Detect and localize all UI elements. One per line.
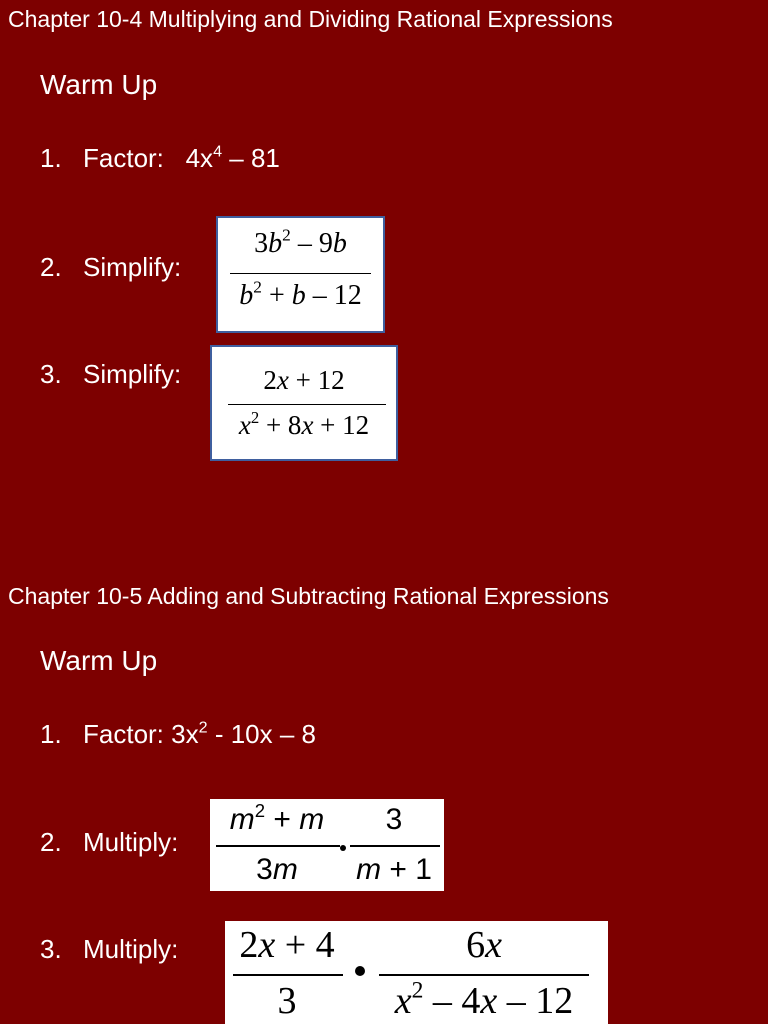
item-label: Factor: <box>83 719 164 749</box>
fraction-bar <box>379 974 589 976</box>
fraction-bar <box>228 404 386 405</box>
factor-expression: $4x^4 - 81$ <box>185 142 280 173</box>
item-number: 3. <box>40 934 62 964</box>
fraction-bar <box>350 845 440 847</box>
fraction-bar <box>216 845 340 847</box>
fraction-denominator: m + 1 <box>356 853 432 886</box>
fraction-denominator: $x^2 + 8x + 12$ <box>238 408 370 440</box>
product-box-2 <box>225 921 608 1024</box>
fraction-box-2 <box>210 345 398 461</box>
item-number: 1. <box>40 143 62 173</box>
fraction-numerator: 2x + 12 <box>263 365 345 395</box>
item-number: 1. <box>40 719 62 749</box>
item-number: 2. <box>40 252 62 282</box>
product-box-1 <box>210 799 444 891</box>
fraction-denominator: 3m <box>256 853 298 886</box>
fraction-box-1 <box>216 216 385 333</box>
item-label: Simplify: <box>83 252 182 282</box>
section2-item-3 <box>40 934 178 965</box>
fraction-numerator: 3 <box>385 803 403 836</box>
multiply-dot <box>340 845 346 851</box>
item-label: Simplify: <box>83 359 182 389</box>
item-label: Multiply: <box>83 827 179 857</box>
fraction-denominator: 3 <box>277 980 297 1022</box>
fraction-denominator: $x^2 - 4x - 12$ <box>394 977 574 1022</box>
section1-heading: Chapter 10-4 Multiplying and Dividing Rational Expressions <box>8 6 613 32</box>
section2-item-2 <box>40 827 178 858</box>
item-label: Multiply: <box>83 934 179 964</box>
item-number: 3. <box>40 359 62 389</box>
section1-warm-up: Warm Up <box>40 69 158 100</box>
fraction-numerator: 2x + 4 <box>239 924 335 966</box>
fraction-numerator: $3b^2 - 9b$ <box>254 225 347 259</box>
section2-item-1 <box>40 719 316 750</box>
fraction-bar <box>233 974 343 976</box>
section1-item-1 <box>40 143 280 174</box>
section1-item-2 <box>40 252 181 283</box>
fraction-denominator: $b^2 + b - 12$ <box>239 277 362 311</box>
fraction-bar <box>230 273 371 274</box>
fraction-numerator: 6x <box>466 924 502 966</box>
section2-warm-up: Warm Up <box>40 645 158 676</box>
factor-expression: $3x^2 - 10x - 8$ <box>171 718 316 749</box>
item-label: Factor: <box>83 143 164 173</box>
item-number: 2. <box>40 827 62 857</box>
section2-heading: Chapter 10-5 Adding and Subtracting Rational Expressions <box>8 583 609 609</box>
fraction-numerator: $m^2 + m$ <box>229 799 325 836</box>
section1-item-3 <box>40 359 181 390</box>
multiply-dot <box>355 966 365 976</box>
